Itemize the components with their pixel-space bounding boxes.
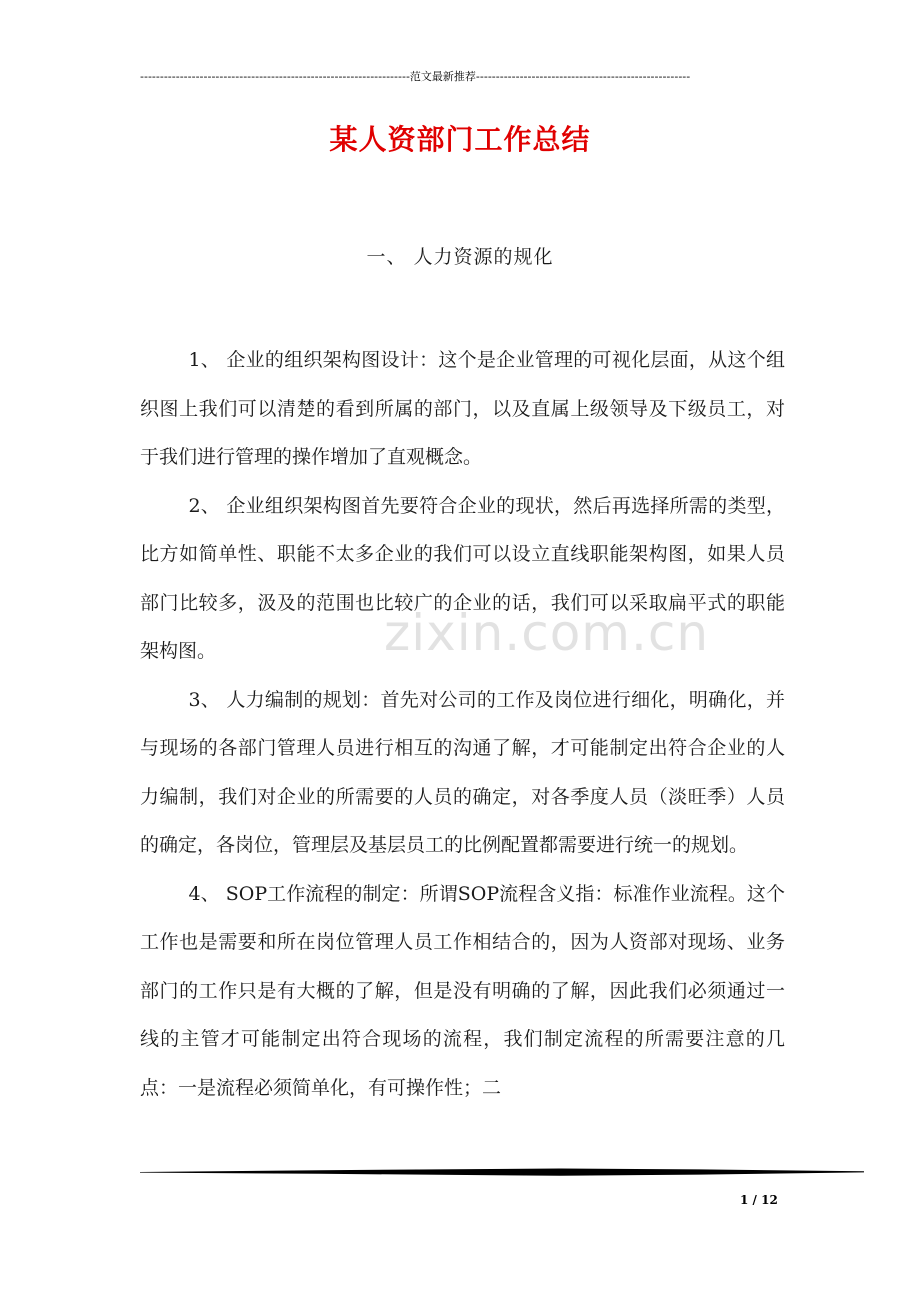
page-number: 1 / 12 bbox=[740, 1193, 778, 1207]
section-heading: 一、 人力资源的规化 bbox=[366, 246, 554, 268]
paragraph-2: 2、 企业组织架构图首先要符合企业的现状，然后再选择所需的类型，比方如简单性、职能不太多企业的我们可以设立直线职能架构图，如果人员部门比较多，汲及的范围也比较广的企业的话，我们可以采取扁平式的职能架构图。 bbox=[140, 494, 785, 662]
footer-rule bbox=[140, 1166, 864, 1178]
body-text bbox=[140, 336, 785, 1112]
paragraph-3: 3、 人力编制的规划：首先对公司的工作及岗位进行细化，明确化，并与现场的各部门管理人员进行相互的沟通了解，才可能制定出符合企业的人力编制，我们对企业的所需要的人员的确定，对各季度人员（淡旺季）人员的确定，各岗位，管理层及基层员工的比例配置都需要进行统一的规划。 bbox=[140, 688, 785, 856]
document-title: 某人资部门工作总结 bbox=[329, 123, 591, 156]
paragraph-4: 4、 SOP工作流程的制定：所谓SOP流程含义指：标准作业流程。这个工作也是需要和所在岗位管理人员工作相结合的，因为人资部对现场、业务部门的工作只是有大概的了解，但是没有明确的了解，因此我们必须通过一线的主管才可能制定出符合现场的流程，我们制定流程的所需要注意的几点：一是流程必须简单化，有可操作性；二 bbox=[140, 882, 785, 1099]
header-banner: --------------------------------------------------------------------范文最新推荐------------------------------------------------------ bbox=[140, 70, 691, 83]
watermark: zixin.com.cn bbox=[384, 604, 710, 662]
paragraph-1: 1、 企业的组织架构图设计：这个是企业管理的可视化层面，从这个组织图上我们可以清楚的看到所属的部门，以及直属上级领导及下级员工，对于我们进行管理的操作增加了直观概念。 bbox=[140, 349, 785, 468]
